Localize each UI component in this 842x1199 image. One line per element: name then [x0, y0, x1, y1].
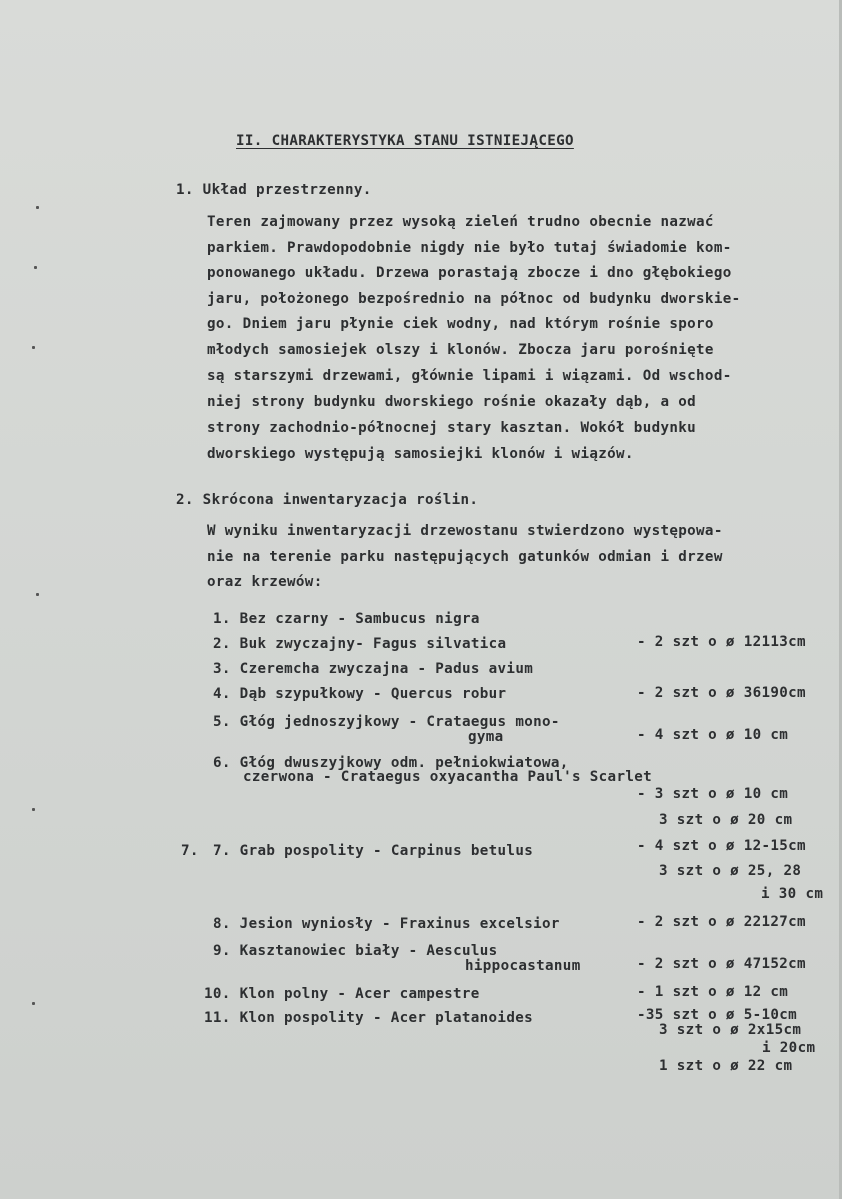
paragraph-line: jaru, położonego bezpośrednio na północ od budynku dworskie-: [207, 291, 741, 307]
list-item-quantity: i 20cm: [762, 1040, 816, 1056]
list-item: 11. Klon pospolity - Acer platanoides: [204, 1010, 533, 1026]
list-item: 8. Jesion wyniosły - Fraxinus excelsior: [213, 916, 560, 932]
margin-mark: [32, 1002, 35, 1005]
list-item-quantity: 1 szt o ø 22 cm: [659, 1058, 793, 1074]
list-item-quantity: - 2 szt o ø 12113cm: [637, 634, 806, 650]
paragraph-line: strony zachodnio-północnej stary kasztan. Wokół budynku: [207, 420, 697, 436]
list-item-continuation: czerwona - Crataegus oxyacantha Paul's Scarlet: [243, 769, 653, 785]
list-item: 6. Głóg dwuszyjkowy odm. pełniokwiatowa,: [213, 755, 569, 771]
list-item-quantity: i 30 cm: [761, 886, 824, 902]
list-item-quantity: - 2 szt o ø 36190cm: [637, 685, 806, 701]
margin-mark: [34, 266, 37, 269]
list-item-quantity: 3 szt o ø 25, 28: [659, 863, 802, 879]
paragraph-line: niej strony budynku dworskiego rośnie okazały dąb, a od: [207, 394, 697, 410]
list-item-quantity: - 3 szt o ø 10 cm: [637, 786, 789, 802]
list-item-quantity: - 1 szt o ø 12 cm: [637, 984, 789, 1000]
margin-mark: [32, 346, 35, 349]
list-item-quantity: - 2 szt o ø 47152cm: [637, 956, 806, 972]
list-item-quantity: 3 szt o ø 20 cm: [659, 812, 793, 828]
paragraph-line: go. Dniem jaru płynie ciek wodny, nad którym rośnie sporo: [207, 316, 714, 332]
paragraph-line: dworskiego występują samosiejki klonów i wiązów.: [207, 446, 634, 462]
paragraph-line: W wyniku inwentaryzacji drzewostanu stwierdzono występowa-: [207, 523, 723, 539]
list-item-quantity: - 4 szt o ø 12-15cm: [637, 838, 806, 854]
list-item: 5. Głóg jednoszyjkowy - Crataegus mono-: [213, 714, 560, 730]
list-item: 3. Czeremcha zwyczajna - Padus avium: [213, 661, 534, 677]
margin-mark: [36, 593, 39, 596]
list-item: 1. Bez czarny - Sambucus nigra: [213, 611, 480, 627]
paragraph-line: nie na terenie parku następujących gatunków odmian i drzew: [207, 549, 723, 565]
list-item-continuation: gyma: [468, 729, 504, 745]
margin-mark: [36, 206, 39, 209]
margin-mark: [32, 808, 35, 811]
list-item-quantity: 3 szt o ø 2x15cm: [659, 1022, 802, 1038]
paragraph-line: ponowanego układu. Drzewa porastają zbocze i dno głębokiego: [207, 265, 732, 281]
list-item-quantity: - 4 szt o ø 10 cm: [637, 727, 789, 743]
paragraph-line: parkiem. Prawdopodobnie nigdy nie było tutaj świadomie kom-: [207, 240, 732, 256]
section-heading: 1. Układ przestrzenny.: [176, 182, 372, 198]
list-item: 9. Kasztanowiec biały - Aesculus: [213, 943, 498, 959]
list-item: 10. Klon polny - Acer campestre: [204, 986, 480, 1002]
paragraph-line: oraz krzewów:: [207, 574, 323, 590]
page-title: II. CHARAKTERYSTYKA STANU ISTNIEJĄCEGO: [236, 133, 574, 149]
list-item: 4. Dąb szypułkowy - Quercus robur: [213, 686, 507, 702]
list-item-prefix: 7.: [181, 843, 199, 859]
list-item: 7. Grab pospolity - Carpinus betulus: [213, 843, 534, 859]
list-item-quantity: - 2 szt o ø 22127cm: [637, 914, 806, 930]
list-item-continuation: hippocastanum: [465, 958, 581, 974]
list-item-quantity: -35 szt o ø 5-10cm: [637, 1007, 798, 1023]
paragraph-line: Teren zajmowany przez wysoką zieleń trudno obecnie nazwać: [207, 214, 714, 230]
paragraph-line: młodych samosiejek olszy i klonów. Zbocza jaru porośnięte: [207, 342, 714, 358]
list-item: 2. Buk zwyczajny- Fagus silvatica: [213, 636, 507, 652]
section-heading: 2. Skrócona inwentaryzacja roślin.: [176, 492, 479, 508]
paragraph-line: są starszymi drzewami, głównie lipami i wiązami. Od wschod-: [207, 368, 732, 384]
